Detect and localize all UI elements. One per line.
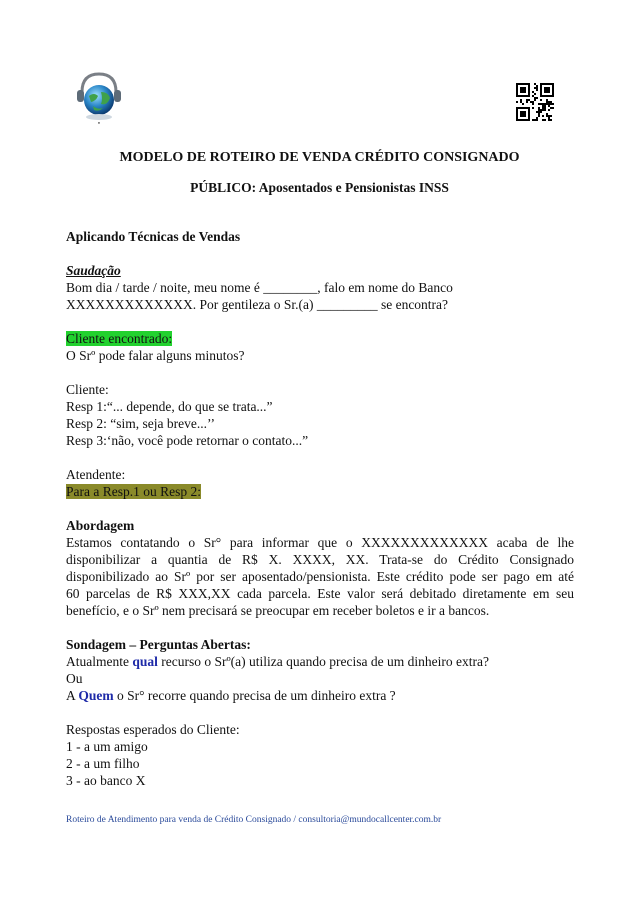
q2-suffix: o Sr° recorre quando precisa de um dinheiro extra ? [113,688,396,703]
cliente-encontrado-line: O Srº pode falar alguns minutos? [66,348,245,363]
abordagem-line-4: 60 parcelas de R$ XXX,XX cada parcela. Este valor será debitado diretamente em seu [66,586,574,601]
respostas-item: 2 - a um filho [66,756,140,771]
cliente-encontrado-label: Cliente encontrado: [66,331,173,346]
document-title: MODELO DE ROTEIRO DE VENDA CRÉDITO CONSIGNADO [119,150,520,165]
qr-code [516,83,554,121]
respostas-item: 3 - ao banco X [66,773,146,788]
sondagem-or: Ou [66,671,83,686]
cliente-resp-2: Resp 2: “sim, seja breve...’’ [66,416,215,431]
abordagem-line-2: disponibilizar a quantia de R$ X. XXXX, XX. Trata-se do Crédito Consignado [66,552,574,567]
q1-prefix: Atualmente [66,654,133,669]
q1-keyword: qual [132,654,158,669]
abordagem-paragraph [66,534,574,619]
document-subtitle: PÚBLICO: Aposentados e Pensionistas INSS [190,180,449,195]
cliente-resp-3: Resp 3:‘não, você pode retornar o contato...” [66,433,309,448]
q1-suffix: recurso o Srº(a) utiliza quando precisa de um dinheiro extra? [157,654,489,669]
saudacao-line-2: XXXXXXXXXXXXX. Por gentileza o Sr.(a) _________ se encontra? [66,297,449,312]
abordagem-line-3: disponibilizado ao Srº por ser aposentado/pensionista. Este crédito pode ser pago em até [66,569,574,584]
svg-text:●: ● [97,120,101,125]
atendente-highlight: Para a Resp.1 ou Resp 2: [66,484,201,499]
abordagem-line-1: Estamos contatando o Sr° para informar que o XXXXXXXXXXXXX acaba de lhe [66,535,574,550]
respostas-item: 1 - a um amigo [66,739,148,754]
sondagem-heading: Sondagem – Perguntas Abertas: [66,637,251,652]
section-title: Aplicando Técnicas de Vendas [66,229,241,244]
respostas-label: Respostas esperados do Cliente: [66,722,240,737]
cliente-resp-1: Resp 1:“... depende, do que se trata...” [66,399,273,414]
atendente-label: Atendente: [66,467,126,482]
q2-keyword: Quem [78,688,114,703]
document-body [66,228,574,789]
page-footer: Roteiro de Atendimento para venda de Crédito Consignado / consultoria@mundocallcenter.com.br [66,815,442,825]
abordagem-line-5: benefício, e o Srº nem precisará se preocupar em receber boletos e ir a bancos. [66,603,490,618]
sondagem-question-1 [66,653,574,670]
sondagem-question-2 [66,687,574,704]
saudacao-heading: Saudação [66,263,121,278]
saudacao-line-1: Bom dia / tarde / noite, meu nome é ________, falo em nome do Banco [66,280,453,295]
cliente-label: Cliente: [66,382,109,397]
abordagem-heading: Abordagem [66,518,135,533]
globe-headset-logo [74,70,124,126]
q2-prefix: A [66,688,79,703]
